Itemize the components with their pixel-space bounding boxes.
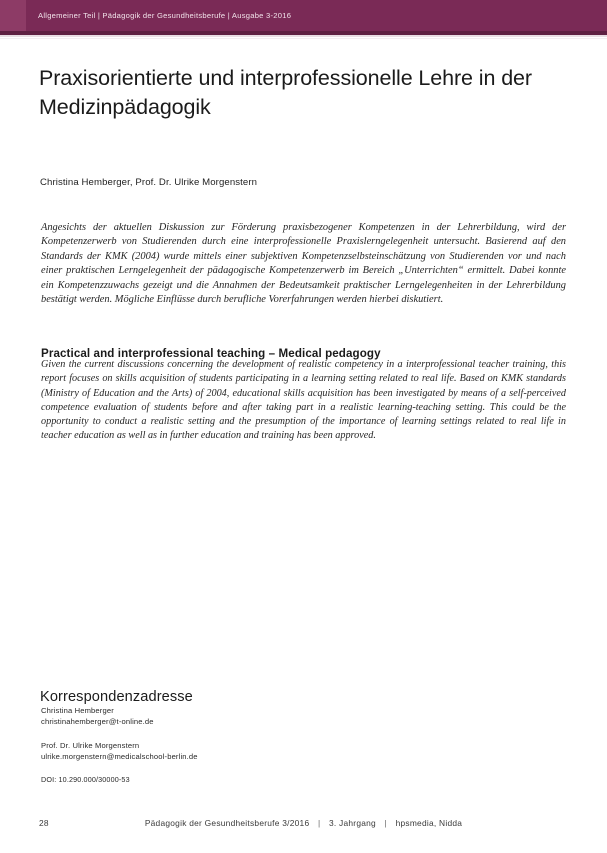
running-head-text: Allgemeiner Teil | Pädagogik der Gesundheitsberufe | Ausgabe 3-2016 bbox=[38, 11, 292, 20]
correspondence-name-1: Christina Hemberger bbox=[41, 706, 114, 715]
abstract-english: Given the current discussions concerning the development of realistic competency in a interprofessional teacher training, this report focuses on skills acquisition of students participating in a learning setting related to real life. Based on KMK standards (Ministry of Education and the Arts) of 2004, educational skills acquisition has been investigated by means of a self-perceived competence evaluation of students before and after taking part in a realistic learning-teaching setting. This could be the opportunity to conduct a realistic setting and the presumption of the importance of learning settings related to real life in teacher education as well as in further education and training has been approved. bbox=[41, 359, 566, 442]
article-title: Praxisorientierte und interprofessionelle Lehre in der Medizinpädagogik bbox=[39, 66, 532, 120]
footer-citation bbox=[0, 812, 607, 834]
footer-separator-1: | bbox=[317, 818, 321, 828]
english-title-heading: Practical and interprofessional teaching – Medical pedagogy bbox=[41, 346, 381, 360]
footer-volume: 3. Jahrgang bbox=[328, 818, 376, 828]
footer-page-number: 28 bbox=[39, 818, 49, 828]
footer-separator-2: | bbox=[384, 818, 387, 828]
correspondence-name-2: Prof. Dr. Ulrike Morgenstern bbox=[41, 741, 140, 750]
page-footer bbox=[0, 812, 607, 834]
running-head-hairline-1 bbox=[0, 35, 607, 37]
correspondence-email-1[interactable]: christinahemberger@t-online.de bbox=[41, 716, 154, 726]
running-head-band bbox=[0, 0, 607, 31]
abstract-german: Angesichts der aktuellen Diskussion zur Förderung praxisbezogener Kompetenzen in der Lehrerbildung, wird der Kompetenzerwerb von Studierenden durch eine interprofessionelle Praxislerngelegenheit untersucht. Basierend auf den Standards der KMK (2004) wurde mittels einer subjektiven Kompetenzselbsteinschätzung von Studierenden vor und nach einer praktischen Lerngelegenheit der pädagogische Kompetenzerwerb im Bereich „Unterrichten“ ermittelt. Dabei konnte ein Kompetenzzuwachs gezeigt und die Annahmen der Bedeutsamkeit praktischer Lerngelegenheiten in der Lehrerbildung bestätigt werden. Mögliche Einflüsse durch berufliche Vorerfahrungen werden hierbei diskutiert. bbox=[41, 222, 566, 306]
article-authors: Christina Hemberger, Prof. Dr. Ulrike Morgenstern bbox=[40, 177, 258, 188]
footer-publisher: hpsmedia, Nidda bbox=[395, 818, 463, 828]
footer-journal: Pädagogik der Gesundheitsberufe 3/2016 bbox=[144, 818, 310, 828]
running-head-accent-strip bbox=[0, 0, 26, 31]
correspondence-email-2[interactable]: ulrike.morgenstern@medicalschool-berlin.de bbox=[41, 751, 198, 761]
article-doi[interactable]: DOI: 10.290.000/30000-53 bbox=[41, 775, 130, 784]
correspondence-heading: Korrespondenzadresse bbox=[40, 689, 193, 706]
running-head-hairline-2 bbox=[0, 38, 607, 39]
correspondence-entry-2 bbox=[41, 741, 198, 762]
correspondence-entry-1 bbox=[41, 706, 154, 727]
